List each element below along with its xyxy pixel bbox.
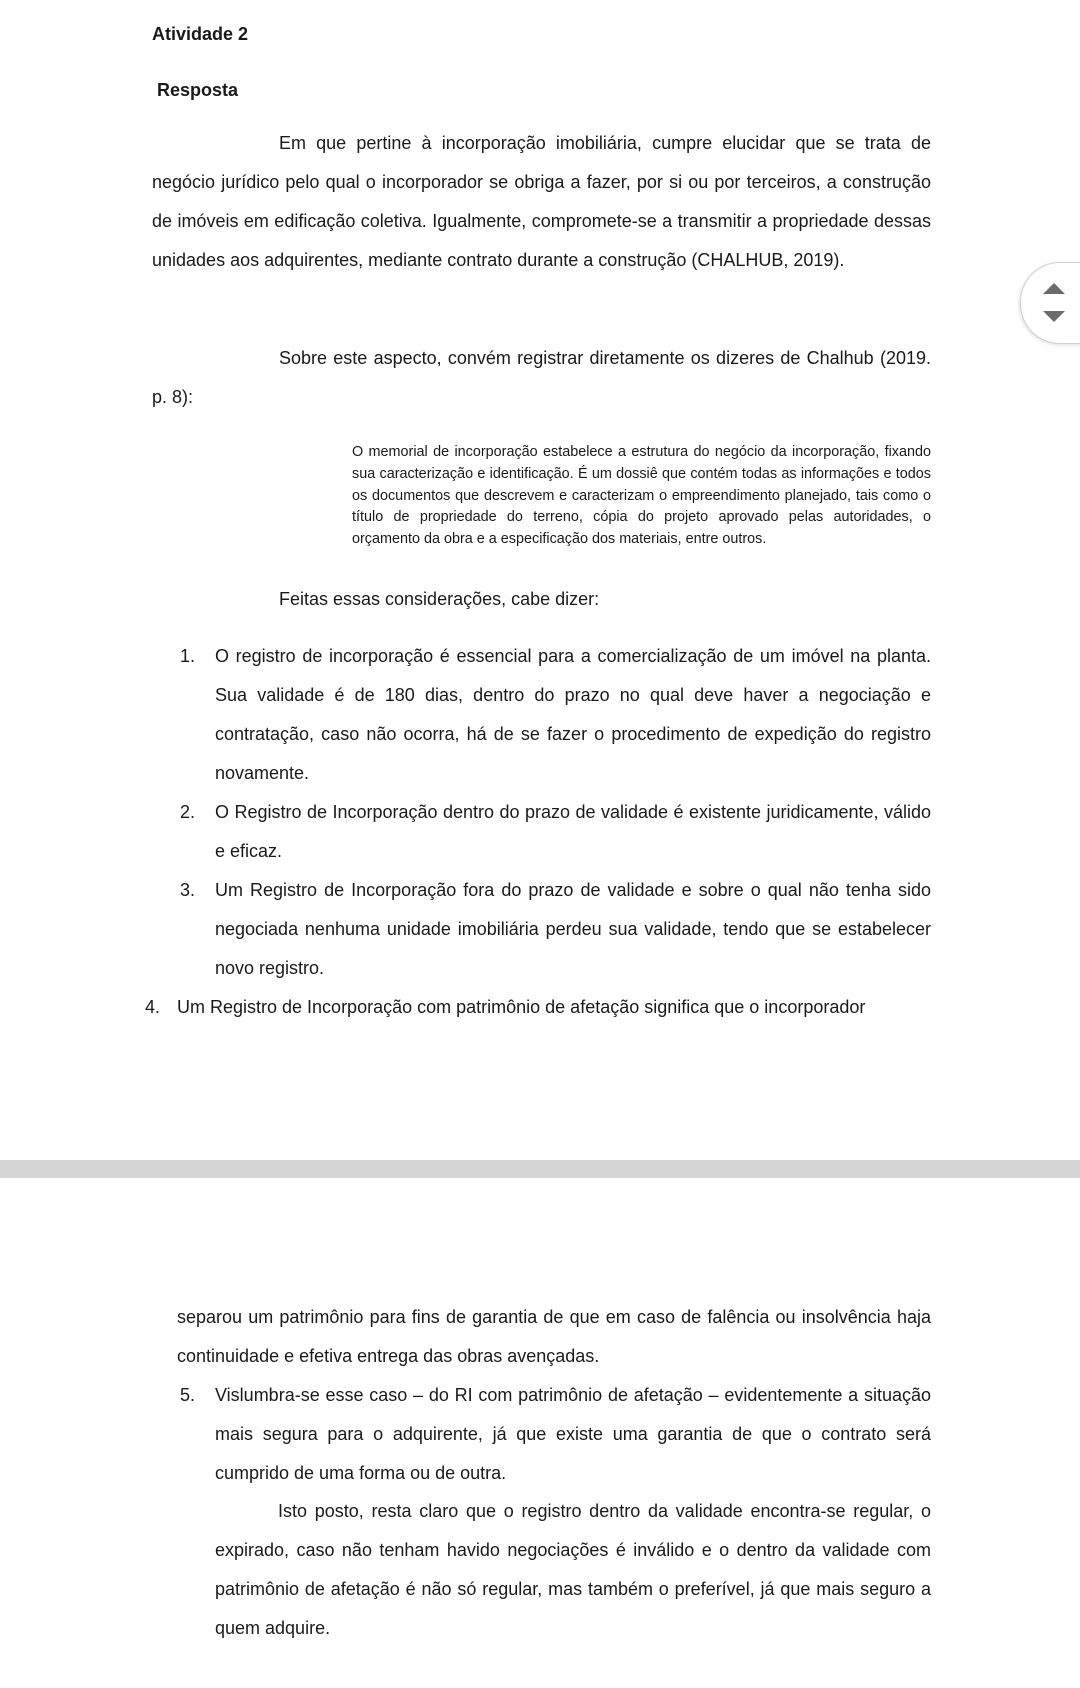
list-item-text: O registro de incorporação é essencial para a comercialização de um imóvel na planta. Sua validade é de 180 dias, dentro do prazo no qual deve haver a negociação e contratação, caso não ocorra, há de se fazer o procedimento de expedição do registro novamente.	[215, 646, 931, 783]
list-intro: Feitas essas considerações, cabe dizer:	[279, 589, 600, 609]
conclusion-paragraph: Isto posto, resta claro que o registro dentro da validade encontra-se regular, o expirado, caso não tenham havido negociações é inválido e o dentro da validade com patrimônio de afetação é não só regular, mas também o preferível, já que mais seguro a quem adquire.	[215, 1501, 931, 1638]
list-item-2	[180, 793, 931, 871]
list-item-5	[180, 1376, 931, 1493]
page-separator	[0, 1160, 1080, 1178]
list-number: 2.	[180, 802, 196, 822]
list-item-text: O Registro de Incorporação dentro do prazo de validade é existente juridicamente, válido e eficaz.	[215, 802, 931, 861]
paragraph-definition: Em que pertine à incorporação imobiliária, cumpre elucidar que se trata de negócio jurídico pelo qual o incorporador se obriga a fazer, por si ou por terceiros, a construção de imóveis em edificação coletiva. Igualmente, compromete-se a transmitir a propriedade dessas unidades aos adquirentes, mediante contrato durante a construção (CHALHUB, 2019).	[152, 133, 931, 270]
list-item-4	[145, 988, 931, 1027]
list-item-4-continuation: separou um patrimônio para fins de garantia de que em caso de falência ou insolvência haja continuidade e efetiva entrega das obras avençadas.	[177, 1307, 931, 1366]
list-item-text: Vislumbra-se esse caso – do RI com patrimônio de afetação – evidentemente a situação mais segura para o adquirente, já que existe uma garantia de que o contrato será cumprido de uma forma ou de outra.	[215, 1385, 931, 1483]
document-subtitle: Resposta	[157, 80, 239, 100]
block-quote: O memorial de incorporação estabelece a estrutura do negócio da incorporação, fixando sua caracterização e identificação. É um dossiê que contém todas as informações e todos os documentos que descrevem e caracterizam o empreendimento planejado, tais como o título de propriedade do terreno, cópia do projeto aprovado pelas autoridades, o orçamento da obra e a especificação dos materiais, entre outros.	[352, 444, 931, 548]
list-number: 3.	[180, 880, 196, 900]
chevron-down-icon[interactable]	[1043, 311, 1065, 322]
list-item-text: Um Registro de Incorporação com patrimônio de afetação significa que o incorporador	[177, 997, 866, 1017]
list-item-1	[180, 637, 931, 793]
chevron-up-icon[interactable]	[1043, 283, 1065, 294]
list-item-3	[180, 871, 931, 988]
paragraph-citation-intro: Sobre este aspecto, convém registrar diretamente os dizeres de Chalhub (2019. p. 8):	[152, 348, 931, 407]
list-number: 5.	[180, 1385, 196, 1405]
list-number: 4.	[145, 997, 161, 1017]
list-item-text: Um Registro de Incorporação fora do prazo de validade e sobre o qual não tenha sido negociada nenhuma unidade imobiliária perdeu sua validade, tendo que se estabelecer novo registro.	[215, 880, 931, 978]
list-number: 1.	[180, 646, 196, 666]
document-title: Atividade 2	[152, 24, 249, 44]
